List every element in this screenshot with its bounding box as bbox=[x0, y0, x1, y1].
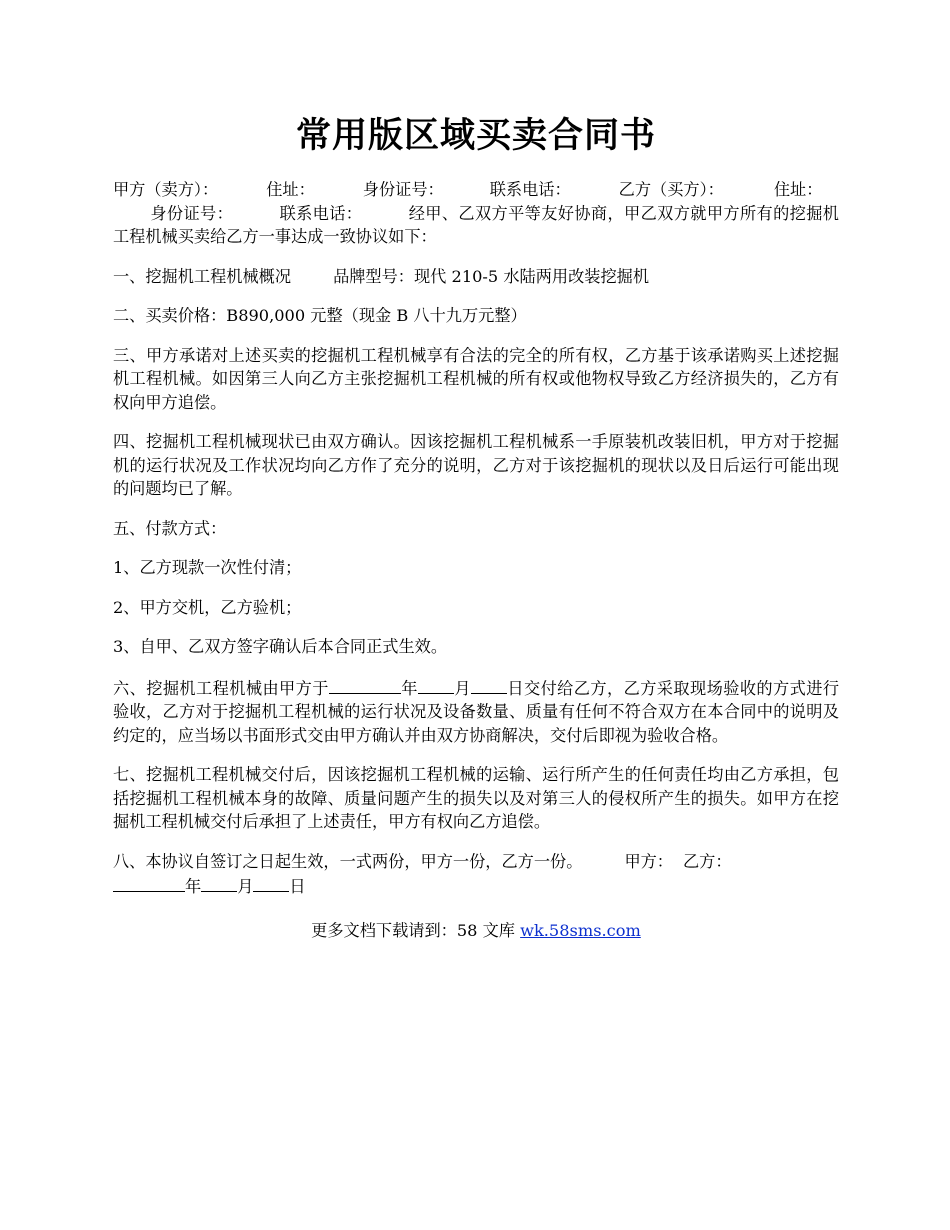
section-1-label: 一、挖掘机工程机械概况 bbox=[113, 266, 292, 286]
section-3: 三、甲方承诺对上述买卖的挖掘机工程机械享有合法的完全的所有权，乙方基于该承诺购买上述挖掘机工程机械。如因第三人向乙方主张挖掘机工程机械的所有权或他物权导致乙方经济损失的，乙方有权向甲方追偿。 bbox=[113, 345, 839, 412]
seller-label: 甲方（卖方）： bbox=[113, 180, 219, 199]
buyer-address-label: 住址： bbox=[773, 180, 823, 199]
document-title: 常用版区域买卖合同书 bbox=[295, 115, 656, 156]
seller-id-label: 身份证号： bbox=[362, 180, 444, 199]
sign-day-blank bbox=[253, 873, 289, 892]
footer-link[interactable]: wk.58sms.com bbox=[520, 920, 641, 940]
section-6-rest: 日交付给乙方，乙方采取现场验收的方式进行验收，乙方对于挖掘机工程机械的运行状况及设备数量、质量有任何不符合双方在本合同中的说明及约定的，应当场以书面形式交由甲方确认并由双方协商解决，交付后即视为验收合格。 bbox=[113, 678, 840, 745]
section-6-year: 年 bbox=[400, 678, 418, 698]
footer-text: 更多文档下载请到：58 文库 bbox=[311, 920, 521, 940]
day-blank bbox=[471, 675, 507, 694]
section-8-text: 八、本协议自签订之日起生效，一式两份，甲方一份，乙方一份。 bbox=[113, 851, 583, 871]
sign-year: 年 bbox=[185, 877, 202, 896]
section-6-month: 月 bbox=[453, 678, 471, 698]
sign-day: 日 bbox=[289, 877, 306, 896]
party-a-sign-label: 甲方： bbox=[624, 851, 673, 871]
buyer-id-label: 身份证号： bbox=[150, 203, 234, 223]
section-2: 二、买卖价格：B890,000 元整（现金 B 八十九万元整） bbox=[113, 306, 527, 325]
seller-address-label: 住址： bbox=[266, 180, 315, 199]
section-7: 七、挖掘机工程机械交付后，因该挖掘机工程机械的运输、运行所产生的任何责任均由乙方承担，包括挖掘机工程机械本身的故障、质量问题产生的损失以及对第三人的侵权所产生的损失。如甲方在挖掘机工程机械交付后承担了上述责任，甲方有权向乙方追偿。 bbox=[113, 765, 839, 831]
section-5: 五、付款方式： bbox=[113, 518, 227, 538]
party-b-sign-label: 乙方： bbox=[683, 851, 732, 871]
section-1-model: 品牌型号：现代 210-5 水陆两用改装挖掘机 bbox=[333, 266, 650, 286]
section-6 bbox=[113, 675, 839, 748]
section-8 bbox=[113, 850, 839, 899]
payment-item-1: 1、乙方现款一次性付清； bbox=[113, 558, 302, 577]
contract-body bbox=[113, 178, 839, 958]
parties-paragraph bbox=[113, 178, 839, 249]
seller-phone-label: 联系电话： bbox=[489, 180, 571, 199]
section-6-lead: 六、挖掘机工程机械由甲方于 bbox=[113, 678, 329, 698]
sign-year-blank bbox=[113, 873, 185, 892]
intro-text: 经甲、乙双方平等友好协商，甲乙双方就甲方所有的挖掘机工程机械买卖给乙方一事达成一致协议如下： bbox=[113, 203, 839, 246]
sign-month-blank bbox=[201, 873, 237, 892]
section-1 bbox=[113, 265, 839, 289]
year-blank bbox=[329, 675, 401, 694]
payment-item-3: 3、自甲、乙双方签字确认后本合同正式生效。 bbox=[113, 637, 448, 656]
payment-item-2: 2、甲方交机，乙方验机； bbox=[113, 597, 302, 617]
sign-month: 月 bbox=[237, 877, 254, 896]
buyer-phone-label: 联系电话： bbox=[279, 203, 363, 223]
buyer-label: 乙方（买方）： bbox=[618, 180, 724, 199]
footer bbox=[113, 919, 839, 943]
section-4: 四、挖掘机工程机械现状已由双方确认。因该挖掘机工程机械系一手原装机改装旧机，甲方对于挖掘机的运行状况及工作状况均向乙方作了充分的说明，乙方对于该挖掘机的现状以及日后运行可能出现的问题均已了解。 bbox=[113, 432, 839, 498]
month-blank bbox=[418, 675, 454, 694]
